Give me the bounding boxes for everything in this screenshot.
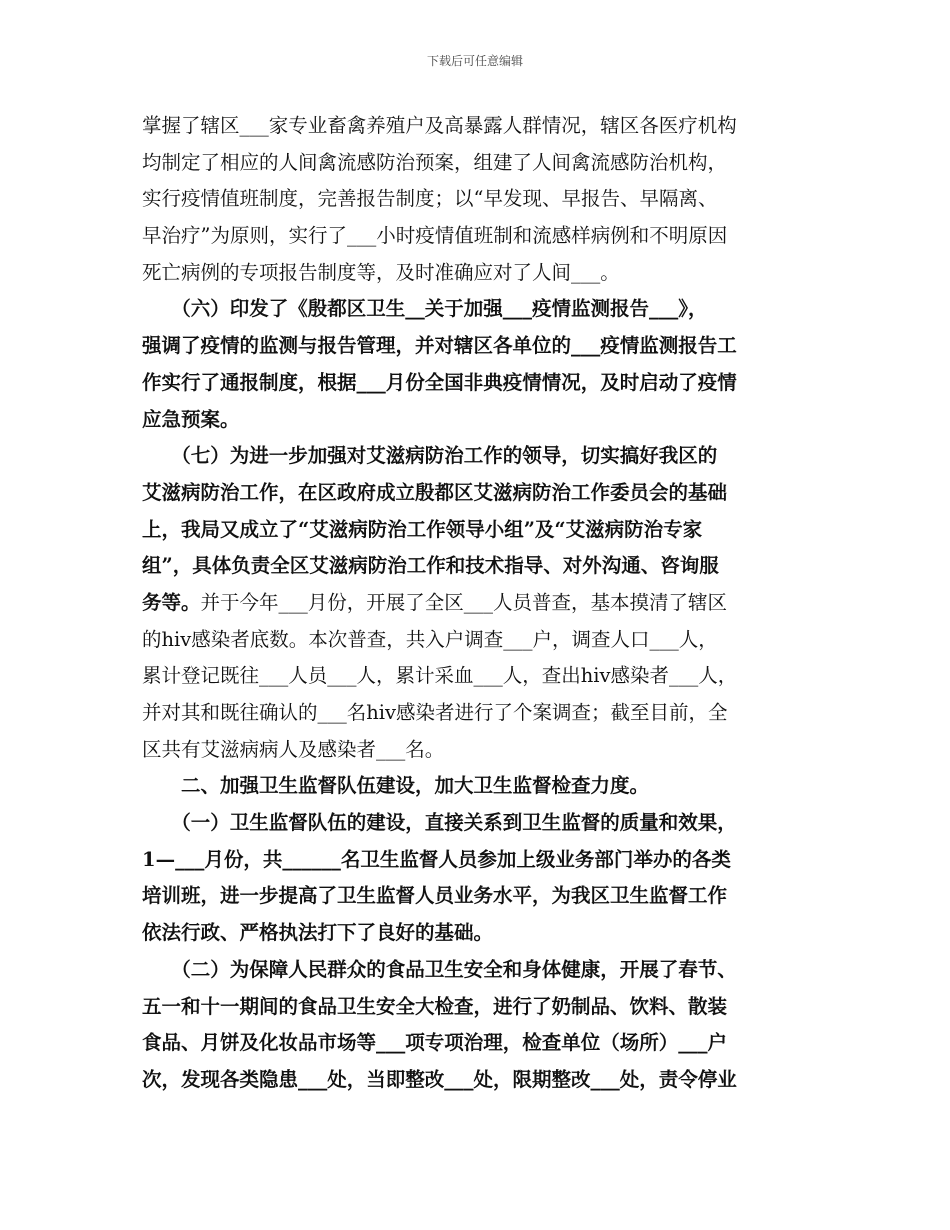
- text-line: 区共有艾滋病病人及感染者___名。: [142, 737, 445, 761]
- text-line: 1—___月份，共______名卫生监督人员参加上级业务部门举办的各类: [142, 847, 731, 871]
- text-line: 实行疫情值班制度，完善报告制度；以“早发现、早报告、早隔离、: [142, 187, 718, 211]
- text-bold-part: 务等。: [142, 590, 201, 614]
- text-line: 五一和十一期间的食品卫生安全大检查，进行了奶制品、饮料、散装: [142, 994, 728, 1018]
- text-line: （二）为保障人民群众的食品卫生安全和身体健康，开展了春节、: [142, 957, 737, 981]
- text-line: 早治疗”为原则，实行了___小时疫情值班制和流感样病例和不明原因: [142, 224, 728, 248]
- text-line: 培训班，进一步提高了卫生监督人员业务水平，为我区卫生监督工作: [142, 884, 728, 908]
- text-line-mixed: [142, 585, 814, 622]
- text-line: 作实行了通报制度，根据___月份全国非典疫情情况，及时启动了疫情: [142, 370, 737, 394]
- text-line: （一）卫生监督队伍的建设，直接关系到卫生监督的质量和效果，: [142, 811, 737, 835]
- document-body: [142, 108, 814, 1099]
- text-line: 组”，具体负责全区艾滋病防治工作和技术指导、对外沟通、咨询服: [142, 554, 719, 578]
- text-line: 掌握了辖区___家专业畜禽养殖户及高暴露人群情况，辖区各医疗机构: [142, 114, 737, 137]
- text-line: 上，我局又成立了“艾滋病防治工作领导小组”及“艾滋病防治专家: [142, 517, 703, 541]
- page-header-note: 下载后可任意编辑: [426, 54, 523, 68]
- section-heading: 二、加强卫生监督队伍建设，加大卫生监督检查力度。: [142, 774, 650, 798]
- text-line: 死亡病例的专项报告制度等，及时准确应对了人间___。: [142, 260, 620, 284]
- text-line: 食品、月饼及化妆品市场等___项专项治理，检查单位（场所）___户: [142, 1031, 728, 1055]
- text-line: 的hiv感染者底数。本次普查，共入户调查___户，调查人口___人，: [142, 627, 718, 651]
- text-line: 应急预案。: [142, 407, 240, 431]
- text-line: 强调了疫情的监测与报告管理，并对辖区各单位的___疫情监测报告工: [142, 334, 737, 358]
- text-line: 均制定了相应的人间禽流感防治预案，组建了人间禽流感防治机构，: [142, 150, 728, 174]
- text-normal-part: 并于今年___月份，开展了全区___人员普查，基本摸清了辖区: [200, 590, 728, 614]
- text-line: 并对其和既往确认的___名hiv感染者进行了个案调查；截至目前，全: [142, 701, 728, 724]
- text-line: 艾滋病防治工作，在区政府成立殷都区艾滋病防治工作委员会的基础: [142, 480, 728, 504]
- text-line: 依法行政、严格执法打下了良好的基础。: [142, 921, 494, 945]
- text-line: 次，发现各类隐患___处，当即整改___处，限期整改___处，责令停业: [142, 1067, 737, 1091]
- text-line: （七）为进一步加强对艾滋病防治工作的领导，切实搞好我区的: [142, 444, 718, 468]
- text-line: （六）印发了《殷都区卫生__关于加强___疫情监测报告___》，: [142, 297, 708, 321]
- text-line: 累计登记既往___人员___人，累计采血___人，查出hiv感染者___人，: [142, 664, 738, 688]
